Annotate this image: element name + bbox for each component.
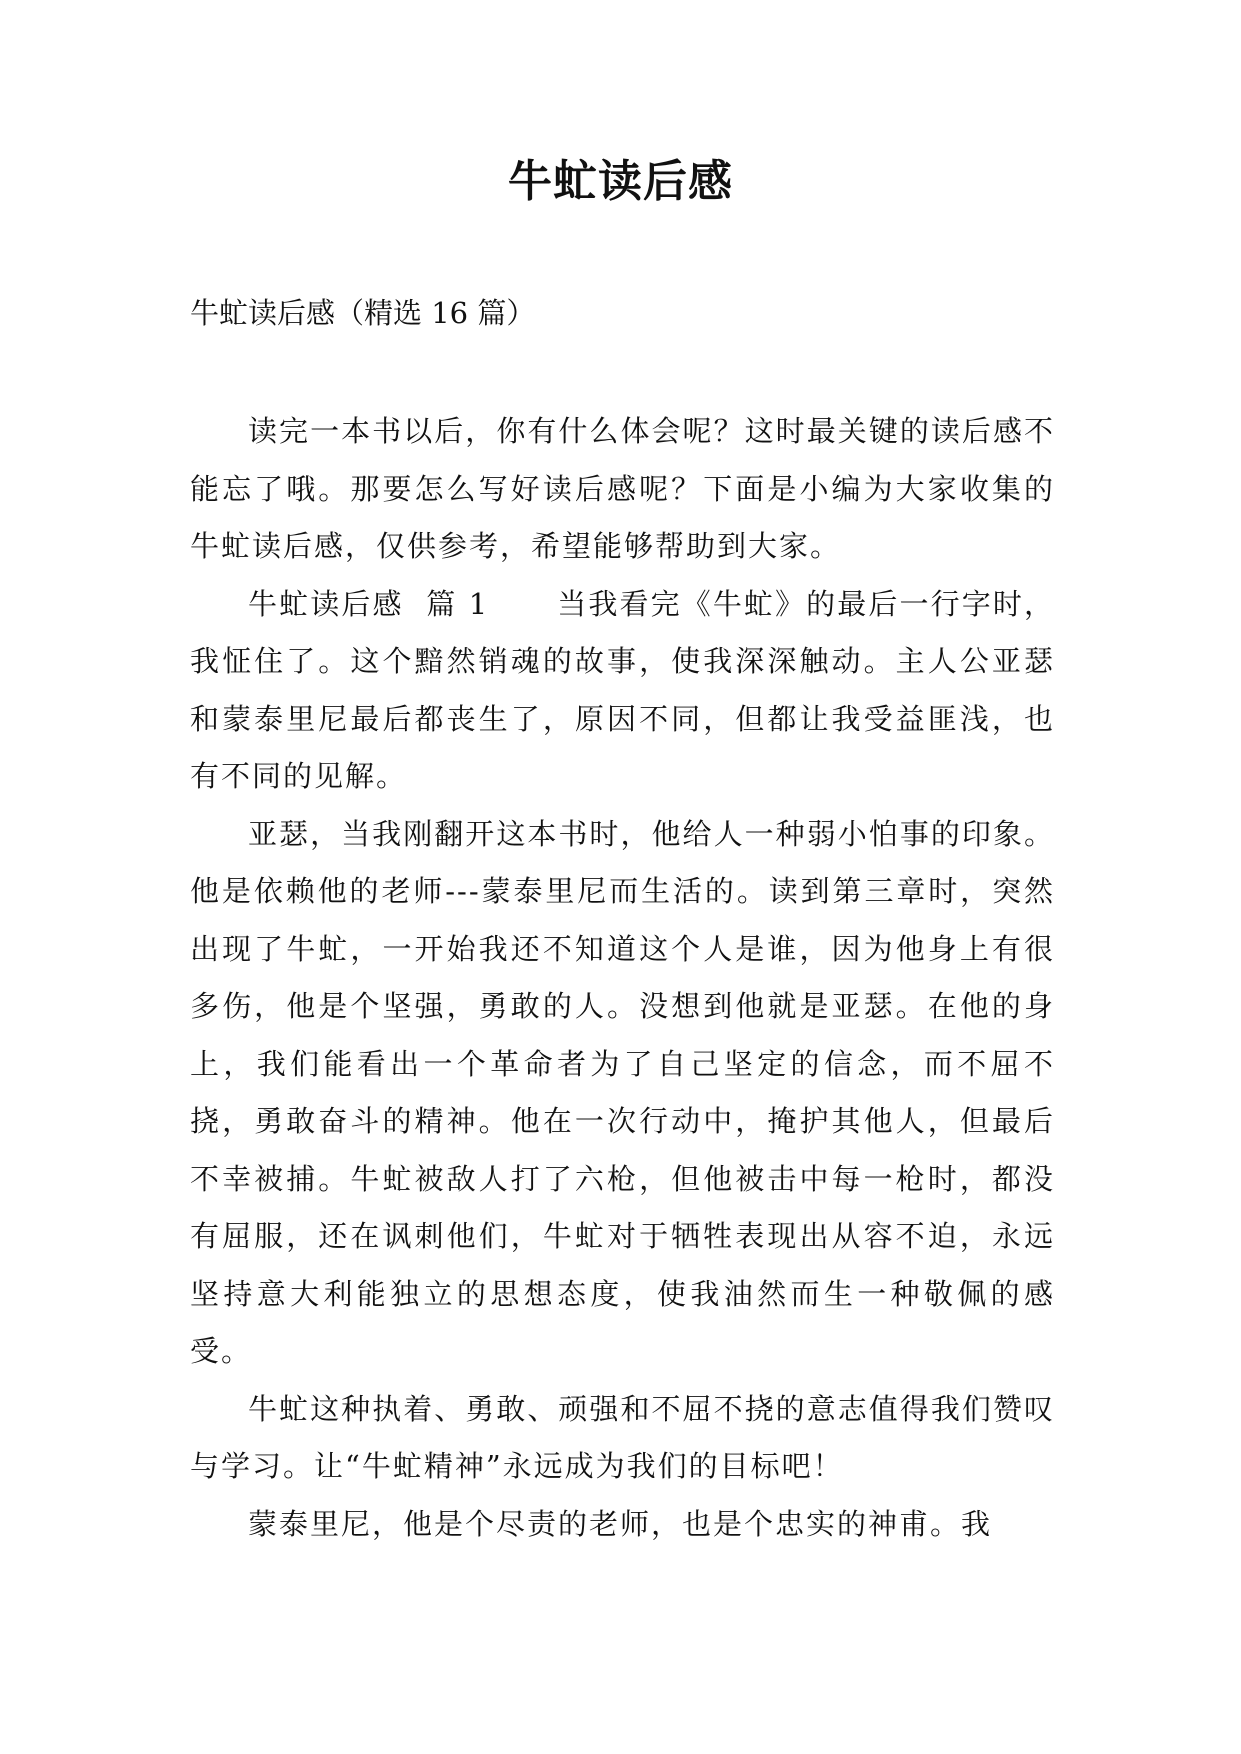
document-subtitle: 牛虻读后感（精选 16 篇） (190, 296, 536, 330)
document-title: 牛虻读后感 (508, 156, 733, 207)
document-body (190, 403, 1055, 1553)
section-heading-gap (489, 587, 557, 621)
section-1-text: 当我看完《牛虻》的最后一行字时，我怔住了。这个黯然销魂的故事，使我深深触动。主人公亚瑟和蒙泰里尼最后都丧生了，原因不同，但都让我受益匪浅，也有不同的见解。 (190, 586, 1056, 793)
body-paragraph: 牛虻这种执着、勇敢、顽强和不屈不挠的意志值得我们赞叹与学习。让“牛虻精神”永远成为我们的目标吧！ (190, 1391, 1055, 1483)
intro-paragraph: 读完一本书以后，你有什么体会呢？这时最关键的读后感不能忘了哦。那要怎么写好读后感呢？下面是小编为大家收集的牛虻读后感，仅供参考，希望能够帮助到大家。 (190, 414, 1055, 563)
body-paragraph: 亚瑟，当我刚翻开这本书时，他给人一种弱小怕事的印象。他是依赖他的老师---蒙泰里尼而生活的。读到第三章时，突然出现了牛虻，一开始我还不知道这个人是谁，因为他身上有很多伤，他是个坚强，勇敢的人。没想到他就是亚瑟。在他的身上，我们能看出一个革命者为了自己坚定的信念，而不屈不挠，勇敢奋斗的精神。他在一次行动中，掩护其他人，但最后不幸被捕。牛虻被敌人打了六枪，但他被击中每一枪时，都没有屈服，还在讽刺他们，牛虻对于牺牲表现出从容不迫，永远坚持意大利能独立的思想态度，使我油然而生一种敬佩的感受。 (190, 816, 1055, 1368)
section-heading: 牛虻读后感 篇 1 (248, 586, 490, 621)
section-1-paragraph (190, 576, 1055, 806)
body-paragraph: 蒙泰里尼，他是个尽责的老师，也是个忠实的神甫。我 (248, 1506, 993, 1541)
